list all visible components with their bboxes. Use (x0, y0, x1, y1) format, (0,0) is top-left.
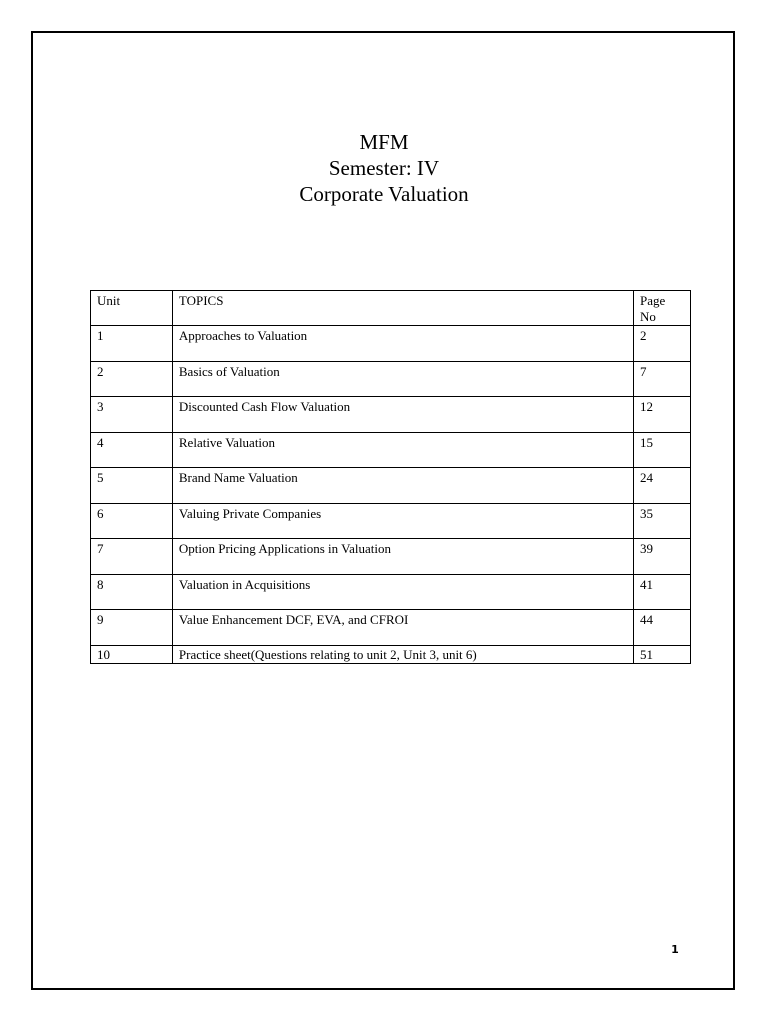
row-page: 24 (634, 468, 691, 504)
table-row (91, 574, 691, 610)
table-row (91, 539, 691, 575)
row-topic: Relative Valuation (172, 432, 633, 468)
row-page: 2 (634, 326, 691, 362)
table-row (91, 397, 691, 433)
program-title: MFM (359, 130, 409, 154)
header-page-no (634, 291, 691, 326)
table-of-contents (90, 290, 691, 664)
row-topic: Practice sheet(Questions relating to unit 2, Unit 3, unit 6) (172, 645, 633, 663)
row-unit: 6 (91, 503, 173, 539)
row-page: 41 (634, 574, 691, 610)
semester-title: Semester: IV (328, 156, 440, 180)
row-page: 12 (634, 397, 691, 433)
header-topics: TOPICS (172, 291, 633, 326)
row-topic: Approaches to Valuation (172, 326, 633, 362)
row-unit: 3 (91, 397, 173, 433)
row-unit: 10 (91, 645, 173, 663)
table-row (91, 326, 691, 362)
table-row (91, 468, 691, 504)
row-page: 15 (634, 432, 691, 468)
row-topic: Valuation in Acquisitions (172, 574, 633, 610)
table-header-row (91, 291, 691, 326)
row-topic: Option Pricing Applications in Valuation (172, 539, 633, 575)
row-topic: Valuing Private Companies (172, 503, 633, 539)
table-row (91, 645, 691, 663)
course-title: Corporate Valuation (299, 182, 469, 206)
title-block (0, 129, 768, 207)
row-unit: 2 (91, 361, 173, 397)
row-unit: 8 (91, 574, 173, 610)
row-unit: 1 (91, 326, 173, 362)
row-unit: 4 (91, 432, 173, 468)
row-unit: 7 (91, 539, 173, 575)
row-unit: 5 (91, 468, 173, 504)
row-page: 44 (634, 610, 691, 646)
row-topic: Brand Name Valuation (172, 468, 633, 504)
header-page-label: Page (640, 293, 666, 308)
page-number: 1 (671, 943, 679, 956)
table-row (91, 503, 691, 539)
table-row (91, 610, 691, 646)
row-page: 35 (634, 503, 691, 539)
row-topic: Discounted Cash Flow Valuation (172, 397, 633, 433)
table-row (91, 361, 691, 397)
row-page: 39 (634, 539, 691, 575)
row-page: 51 (634, 645, 691, 663)
row-topic: Basics of Valuation (172, 361, 633, 397)
row-unit: 9 (91, 610, 173, 646)
row-page: 7 (634, 361, 691, 397)
header-no-label: No (640, 309, 656, 324)
header-unit: Unit (91, 291, 173, 326)
row-topic: Value Enhancement DCF, EVA, and CFROI (172, 610, 633, 646)
table-row (91, 432, 691, 468)
